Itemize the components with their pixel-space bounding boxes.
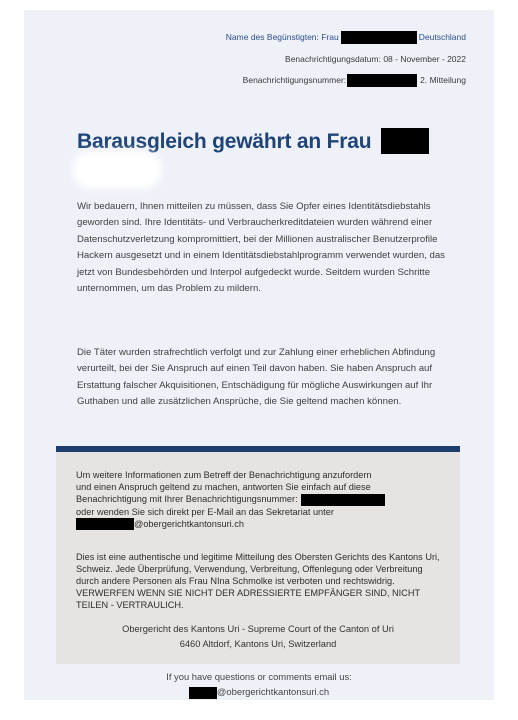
beneficiary-label: Name des Begünstigten: Frau xyxy=(225,31,339,42)
notification-number-label: Benachrichtigungsnummer: xyxy=(242,74,347,85)
legal-text: Dies ist eine authentische und legitime Mitteilung des Obersten Gerichts des Kantons Uri, Schweiz. Jede Überprüfung, Verwendung, Verbreitung, Offenlegung oder Verbreitung durch andere Personen als Frau NIna Schmolke ist verboten und rechtswidrig. VERWERFEN WENN SIE NICHT DER ADRESSIERTE EMPFÄNGER SIND, NICHT TEILEN - VERTRAULICH. xyxy=(76,552,440,611)
court-address: 6460 Altdorf, Kantons Uri, Switzerland xyxy=(179,639,337,649)
redacted-number xyxy=(301,494,385,506)
body-paragraph-2: Die Täter wurden strafrechtlich verfolgt und zur Zahlung einer erheblichen Abfindung verurteilt, bei der Sie Anspruch auf einen Teil davon haben. Sie haben Anspruch auf Erstattung falscher Akquisitionen, Entschädigung für mögliche Auswirkungen auf Ihr Guthaben und alle zusätzlichen Ansprüche, die Sie geltend machen können. xyxy=(77,347,436,408)
redacted-notification-number xyxy=(347,74,417,87)
redacted-name xyxy=(341,31,417,44)
page-title xyxy=(77,128,429,154)
notice-info-line: Um weitere Informationen zum Betreff der Benachrichtigung anzufordern xyxy=(76,470,372,480)
beneficiary-line xyxy=(226,31,466,44)
notice-info-line: oder wenden Sie sich direkt per E-Mail an das Sekretariat unter xyxy=(76,506,334,517)
redacted-footer-email-user xyxy=(189,687,217,699)
court-name: Obergericht des Kantons Uri - Supreme Court of the Canton of Uri xyxy=(122,624,394,634)
notification-date: Benachrichtigungsdatum: 08 - November - 2022 xyxy=(285,54,466,64)
notification-number-suffix: 2. Mitteilung xyxy=(420,74,466,85)
notice-email-domain[interactable]: @obergerichtkantonsuri.ch xyxy=(134,518,244,529)
notification-number-line xyxy=(243,74,466,87)
notice-info-line: Benachrichtigung mit Ihrer Benachrichtigungsnummer: xyxy=(76,493,446,506)
notice-info-line: und einen Anspruch geltend zu machen, antworten Sie einfach auf diese xyxy=(76,482,371,493)
body-paragraph-1: Wir bedauern, Ihnen mitteilen zu müssen, dass Sie Opfer eines Identitätsdiebstahls geworden sind. Ihre Identitäts- und Verbraucherkreditdateien wurden während einer Datenschutzverletzung kompromittiert, bei der Millionen australischer Benutzerprofile Hackern ausgesetzt und in einem Identitätsdiebstahlprogramm verwendet wurden, das jetzt von Bundesbehörden und Interpol aufgedeckt wurde. Seitdem wurden Schritte unternommen, um das Problem zu mildern. xyxy=(77,201,445,295)
footer-email-line xyxy=(24,686,494,699)
redacted-email-user xyxy=(76,518,134,530)
notice-email-line xyxy=(76,518,446,531)
beneficiary-country: Deutschland xyxy=(418,31,466,42)
redacted-title-name xyxy=(381,128,429,154)
footer-email-domain[interactable]: @obergerichtkantonsuri.ch xyxy=(216,686,330,697)
title-text: Barausgleich gewährt an Frau xyxy=(77,130,372,153)
notice-info xyxy=(76,469,446,530)
footer-question: If you have questions or comments email us: xyxy=(166,671,352,682)
blurred-name xyxy=(78,157,156,183)
